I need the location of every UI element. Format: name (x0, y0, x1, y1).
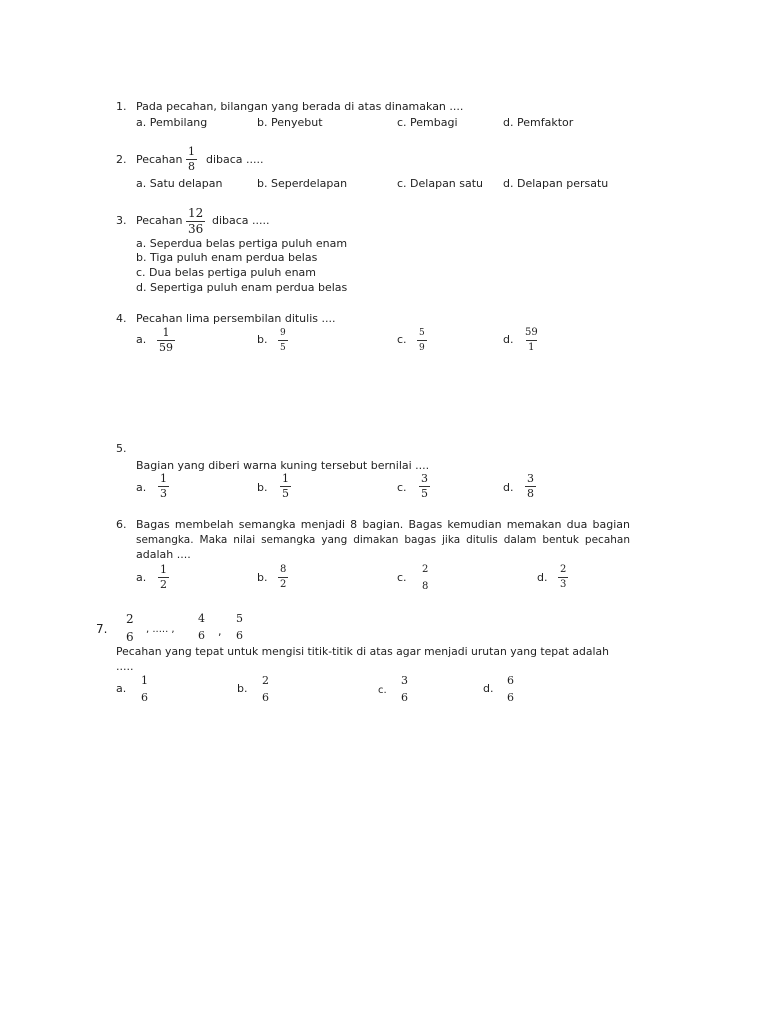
q7-option-b-letter: b. (237, 682, 248, 695)
q5-option-c-letter: c. (397, 481, 407, 494)
q7-option-c-fraction: 3 6 (401, 674, 408, 704)
q7-number: 7. (96, 622, 108, 636)
q3-option-a: a. Seperdua belas pertiga puluh enam (136, 237, 348, 250)
q5-option-b-fraction: $\frac{1}{5}$ (282, 472, 289, 500)
q4-option-d-letter: d. (503, 333, 514, 346)
q4-option-b-fraction: $\frac{9}{5}$ (280, 328, 286, 353)
q5-option-a-fraction: $\frac{1}{3}$ (160, 472, 167, 500)
q2-suffix: dibaca ..... (206, 153, 264, 166)
q7-option-a-fraction: 1 6 (141, 674, 148, 704)
q7-option-d-letter: d. (483, 682, 494, 695)
q2-option-b: b. Seperdelapan (257, 177, 348, 190)
q1-option-b: b. Penyebut (257, 116, 323, 129)
q2-option-d: d. Delapan persatu (503, 177, 609, 190)
q2-number: 2. (116, 153, 127, 166)
q4-option-d-fraction: $\frac{59}{1}$ (525, 327, 538, 353)
q6-number: 6. (116, 518, 127, 531)
q1-option-c: c. Pembagi (397, 116, 458, 129)
q4-text: Pecahan lima persembilan ditulis .... (136, 312, 336, 325)
q6-line-3: adalah .... (136, 548, 191, 561)
q4-option-a-letter: a. (136, 333, 147, 346)
q7-sequence-fraction-3: 5 6 (236, 612, 243, 642)
q6-option-d-letter: d. (537, 571, 548, 584)
q3-suffix: dibaca ..... (212, 214, 270, 227)
q3-option-b: b. Tiga puluh enam perdua belas (136, 251, 318, 264)
q6-line-2: semangka. Maka nilai semangka yang dimakan bagas jika ditulis dalam bentuk pecahan (136, 534, 630, 546)
q5-number: 5. (116, 442, 127, 455)
q3-prefix: Pecahan (136, 214, 183, 227)
q1-text: Pada pecahan, bilangan yang berada di atas dinamakan .... (136, 100, 464, 113)
q5-option-d-letter: d. (503, 481, 514, 494)
q6-option-d-fraction: $\frac{2}{3}$ (560, 564, 567, 590)
q2-prefix: Pecahan (136, 153, 183, 166)
q3-option-d: d. Sepertiga puluh enam perdua belas (136, 281, 348, 294)
q6-option-c-letter: c. (397, 571, 407, 584)
q6-option-a-fraction: $\frac{1}{2}$ (160, 563, 167, 591)
q7-comma: , (218, 625, 222, 638)
q6-line-1: Bagas membelah semangka menjadi 8 bagian. Bagas kemudian memakan dua bagian (136, 518, 630, 531)
q6-option-b-fraction: $\frac{8}{2}$ (280, 564, 287, 590)
q1-number: 1. (116, 100, 127, 113)
q7-option-c-letter: c. (378, 685, 387, 696)
q1-option-d: d. Pemfaktor (503, 116, 574, 129)
q2-fraction: $\frac{1}{8}$ (188, 145, 195, 173)
q3-number: 3. (116, 214, 127, 227)
q1-option-a: a. Pembilang (136, 116, 208, 129)
q6-option-a-letter: a. (136, 571, 147, 584)
q7-option-b-fraction: 2 6 (262, 674, 269, 704)
q3-option-c: c. Dua belas pertiga puluh enam (136, 266, 317, 279)
q6-option-b-letter: b. (257, 571, 268, 584)
q5-option-b-letter: b. (257, 481, 268, 494)
q7-option-a-letter: a. (116, 682, 127, 695)
q4-option-c-letter: c. (397, 333, 407, 346)
q7-option-d-fraction: 6 6 (507, 674, 514, 704)
q7-line-1: Pecahan yang tepat untuk mengisi titik-titik di atas agar menjadi urutan yang tepat adalah (116, 645, 609, 658)
q3-fraction: $\frac{12}{36}$ (188, 206, 204, 236)
q5-option-a-letter: a. (136, 481, 147, 494)
q4-option-a-fraction: $\frac{1}{59}$ (159, 326, 173, 354)
q7-dots: , ..... , (146, 624, 175, 635)
q6-option-c-fraction: 2 8 (422, 564, 429, 592)
q7-sequence-fraction-2: 4 6 (198, 612, 205, 642)
q2-option-c: c. Delapan satu (397, 177, 484, 190)
q4-number: 4. (116, 312, 127, 325)
q7-sequence-fraction-1: 2 6 (126, 612, 134, 644)
q7-line-2: ..... (116, 660, 134, 673)
q5-option-c-fraction: $\frac{3}{5}$ (421, 472, 428, 500)
q4-option-b-letter: b. (257, 333, 268, 346)
q5-option-d-fraction: $\frac{3}{8}$ (527, 472, 534, 500)
q4-option-c-fraction: $\frac{5}{9}$ (419, 328, 425, 353)
q2-option-a: a. Satu delapan (136, 177, 223, 190)
q5-text: Bagian yang diberi warna kuning tersebut bernilai .... (136, 459, 430, 472)
